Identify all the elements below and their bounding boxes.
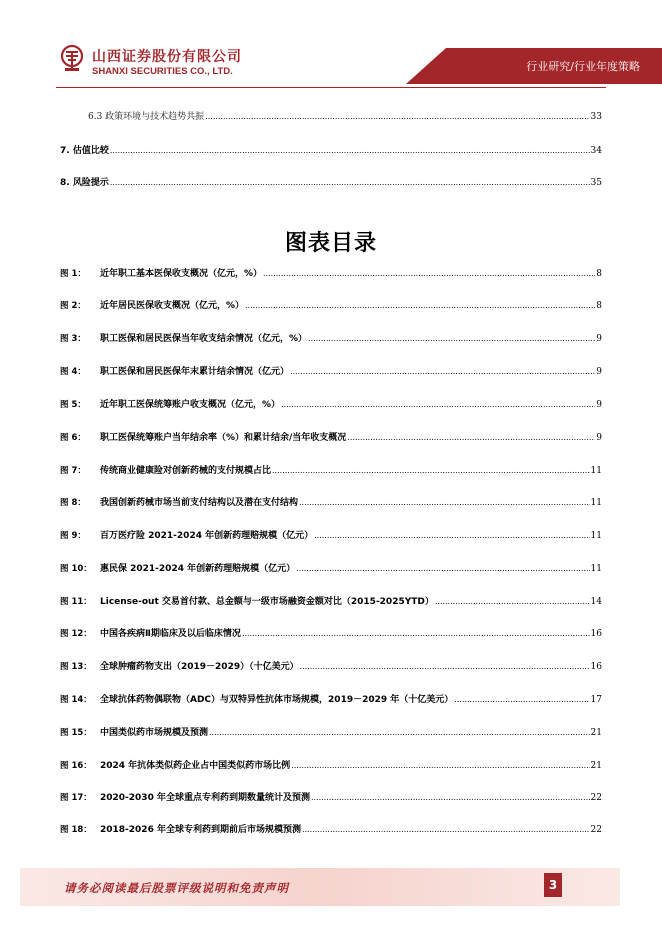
company-logo-icon <box>60 44 84 74</box>
page-number: 3 <box>544 873 562 897</box>
figure-entry[interactable]: 图 17： 2020-2030 年全球重点专利药到期数量统计及预测 ..... 22 <box>60 792 602 804</box>
figures-list-title: 图表目录 <box>284 231 377 256</box>
figure-entry[interactable]: 图 7： 传统商业健康险对创新药械的支付规模占比 ..... 11 <box>60 465 602 477</box>
figure-entry[interactable]: 图 3： 职工医保和居民医保当年收支结余情况（亿元，%） ..... 9 <box>60 333 602 345</box>
figure-entry[interactable]: 图 8： 我国创新药械市场当前支付结构以及潜在支付结构 ..... 11 <box>60 497 602 509</box>
leader-dots <box>110 145 590 157</box>
figure-entry[interactable]: 图 4： 职工医保和居民医保年末累计结余情况（亿元） ..... 9 <box>60 366 602 378</box>
figure-entry[interactable]: 图 15： 中国类似药市场规模及预测 ..... 21 <box>60 727 602 739</box>
figure-entry[interactable]: 图 18： 2018-2026 年全球专利药到期前后市场规模预测 ..... 22 <box>60 824 602 836</box>
figure-entry[interactable]: 图 9： 百万医疗险 2021-2024 年创新药理赔规模（亿元） ..... 11 <box>60 530 602 542</box>
report-category: 行业研究/行业年度策略 <box>526 60 640 73</box>
figure-entry[interactable]: 图 14： 全球抗体药物偶联物（ADC）与双特异性抗体市场规模，2019－2029 年（十亿美元） ..... 17 <box>60 694 602 706</box>
figure-entry[interactable]: 图 11： License-out 交易首付款、总金额与一级市场融资金额对比（2015-2025YTD） ..... 14 <box>60 596 602 608</box>
company-name-cn: 山西证券股份有限公司 <box>92 49 242 65</box>
toc-item-7[interactable]: 7. 估值比较 ..... 34 <box>60 145 602 157</box>
figure-entry[interactable]: 图 16： 2024 年抗体类似药企业占中国类似药市场比例 ..... 21 <box>60 760 602 772</box>
page-footer <box>0 868 662 908</box>
header-divider <box>56 87 606 88</box>
figure-entry[interactable]: 图 12： 中国各疾病Ⅱ期临床及以后临床情况 ..... 16 <box>60 628 602 640</box>
figure-entry[interactable]: 图 2： 近年居民医保收支概况（亿元，%） ..... 8 <box>60 300 602 312</box>
figure-entry[interactable]: 图 13： 全球肿瘤药物支出（2019－2029）（十亿美元） ..... 16 <box>60 661 602 673</box>
leader-dots <box>110 177 590 189</box>
figure-entry[interactable]: 图 1： 近年职工基本医保收支概况（亿元，%） ..... 8 <box>60 268 602 280</box>
leader-dots <box>205 111 589 123</box>
company-name-en: SHANXI SECURITIES CO., LTD. <box>92 66 233 77</box>
page-header <box>0 0 662 92</box>
toc-item-6-3[interactable]: 6.3 政策环境与技术趋势共振 ..... 33 <box>88 111 602 123</box>
toc-item-8[interactable]: 8. 风险提示 ..... 35 <box>60 177 602 189</box>
figure-entry[interactable]: 图 10： 惠民保 2021-2024 年创新药理赔规模（亿元） ..... 11 <box>60 563 602 575</box>
figure-entry[interactable]: 图 5： 近年职工医保统筹账户收支概况（亿元，%） ..... 9 <box>60 399 602 411</box>
figure-entry[interactable]: 图 6： 职工医保统筹账户当年结余率（%）和累计结余/当年收支概况 ..... 9 <box>60 432 602 444</box>
disclaimer-text: 请务必阅读最后股票评级说明和免责声明 <box>64 881 289 895</box>
